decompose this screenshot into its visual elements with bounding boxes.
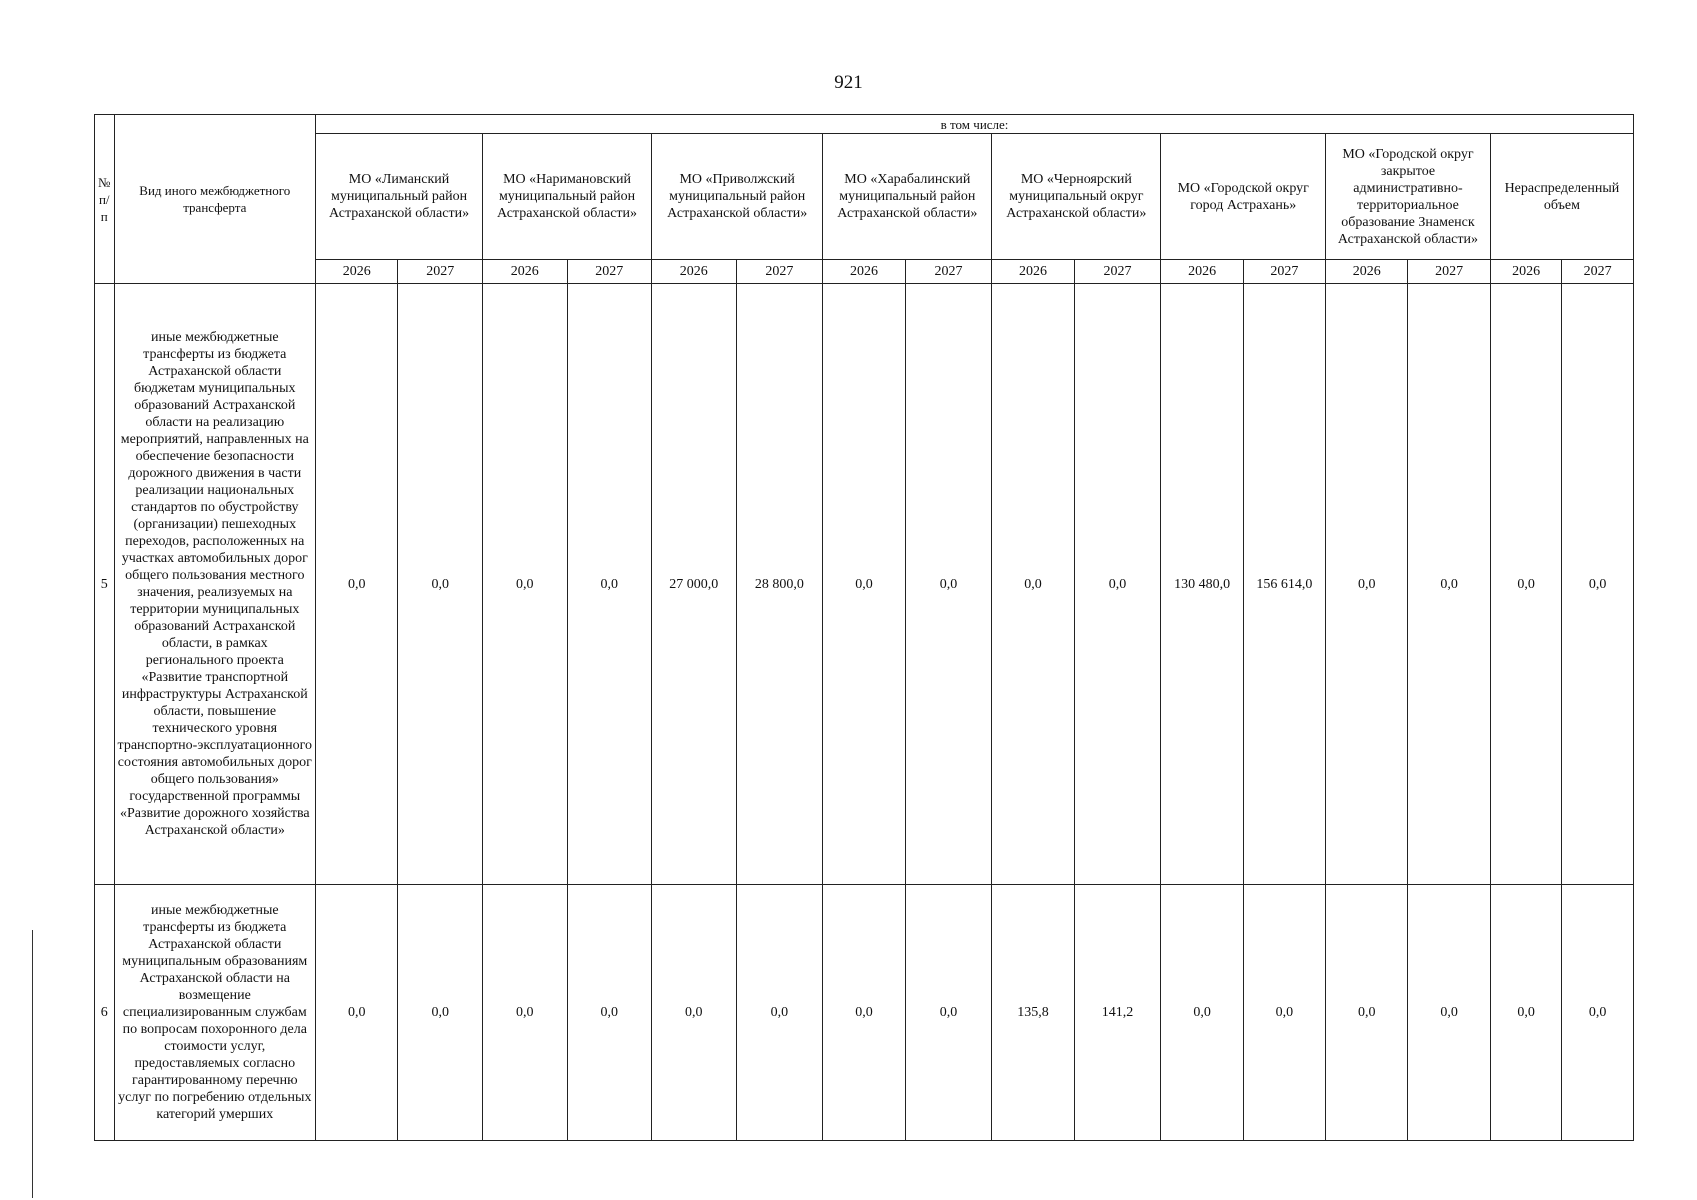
value-cell: 0,0	[905, 885, 992, 1141]
value-cell: 0,0	[1243, 885, 1325, 1141]
year-header: 2026	[482, 260, 567, 284]
group-header-privolzhsky: МО «Приволжский муниципальный район Астраханской области»	[652, 134, 823, 260]
margin-line	[32, 930, 33, 1198]
value-cell: 0,0	[1562, 284, 1634, 885]
transfer-type: иные межбюджетные трансферты из бюджета Астраханской области муниципальным образованиям Астраханской области на возмещение специализированным службам по вопросам похоронного дела стоимости услуг, предоставляемых согласно гарантированному перечню услуг по погребению отдельных категорий умерших	[114, 885, 316, 1141]
year-header: 2026	[992, 260, 1074, 284]
value-cell: 0,0	[1074, 284, 1161, 885]
value-cell: 0,0	[316, 284, 398, 885]
budget-table	[94, 114, 1634, 1141]
year-header: 2027	[1408, 260, 1490, 284]
group-header-kharabalinsky: МО «Харабалинский муниципальный район Астраханской области»	[823, 134, 992, 260]
value-cell: 0,0	[823, 284, 905, 885]
value-cell: 0,0	[398, 284, 483, 885]
group-header-chernoyarsky: МО «Черноярский муниципальный округ Астраханской области»	[992, 134, 1161, 260]
col-num-header: № п/п	[95, 115, 115, 284]
value-cell: 0,0	[1490, 885, 1562, 1141]
year-header: 2026	[652, 260, 737, 284]
value-cell: 0,0	[905, 284, 992, 885]
table-row	[95, 284, 1634, 885]
year-header: 2026	[316, 260, 398, 284]
subheader-including: в том числе:	[316, 115, 1634, 134]
value-cell: 0,0	[1562, 885, 1634, 1141]
row-number: 5	[95, 284, 115, 885]
value-cell: 0,0	[992, 284, 1074, 885]
value-cell: 0,0	[1326, 885, 1408, 1141]
year-header: 2027	[1562, 260, 1634, 284]
transfer-type: иные межбюджетные трансферты из бюджета Астраханской области бюджетам муниципальных образований Астраханской области на реализацию мероприятий, направленных на обеспечение безопасности дорожного движения в части реализации национальных стандартов по обустройству (организации) пешеходных переходов, расположенных на участках автомобильных дорог общего пользования местного значения, реализуемых на территории муниципальных образований Астраханской области, в рамках регионального проекта «Развитие транспортной инфраструктуры Астраханской области, повышение технического уровня транспортно-эксплуатационного состояния автомобильных дорог общего пользования» государственной программы «Развитие дорожного хозяйства Астраханской области»	[114, 284, 316, 885]
value-cell: 0,0	[1326, 284, 1408, 885]
group-header-znamensk: МО «Городской округ закрытое административно-территориальное образование Знаменск Астраханской области»	[1326, 134, 1491, 260]
year-header: 2027	[1074, 260, 1161, 284]
value-cell: 0,0	[736, 885, 823, 1141]
year-header: 2026	[823, 260, 905, 284]
value-cell: 0,0	[482, 284, 567, 885]
value-cell: 0,0	[567, 885, 652, 1141]
value-cell: 27 000,0	[652, 284, 737, 885]
value-cell: 141,2	[1074, 885, 1161, 1141]
value-cell: 0,0	[1161, 885, 1243, 1141]
value-cell: 0,0	[1408, 885, 1490, 1141]
value-cell: 0,0	[398, 885, 483, 1141]
value-cell: 0,0	[652, 885, 737, 1141]
value-cell: 135,8	[992, 885, 1074, 1141]
col-type-header: Вид иного межбюджетного трансферта	[114, 115, 316, 284]
year-header: 2027	[567, 260, 652, 284]
value-cell: 0,0	[1408, 284, 1490, 885]
group-header-narimanovsky: МО «Наримановский муниципальный район Астраханской области»	[482, 134, 651, 260]
table-row	[95, 885, 1634, 1141]
year-header: 2026	[1490, 260, 1562, 284]
value-cell: 0,0	[567, 284, 652, 885]
row-number: 6	[95, 885, 115, 1141]
year-header: 2027	[1243, 260, 1325, 284]
page-number: 921	[834, 72, 863, 93]
year-header: 2026	[1326, 260, 1408, 284]
year-header: 2026	[1161, 260, 1243, 284]
value-cell: 130 480,0	[1161, 284, 1243, 885]
value-cell: 0,0	[482, 885, 567, 1141]
value-cell: 28 800,0	[736, 284, 823, 885]
value-cell: 0,0	[823, 885, 905, 1141]
value-cell: 0,0	[316, 885, 398, 1141]
group-header-unallocated: Нераспределенный объем	[1490, 134, 1633, 260]
year-header: 2027	[736, 260, 823, 284]
group-header-astrakhan: МО «Городской округ город Астрахань»	[1161, 134, 1326, 260]
value-cell: 0,0	[1490, 284, 1562, 885]
year-header: 2027	[905, 260, 992, 284]
value-cell: 156 614,0	[1243, 284, 1325, 885]
year-header: 2027	[398, 260, 483, 284]
group-header-limansky: МО «Лиманский муниципальный район Астраханской области»	[316, 134, 483, 260]
